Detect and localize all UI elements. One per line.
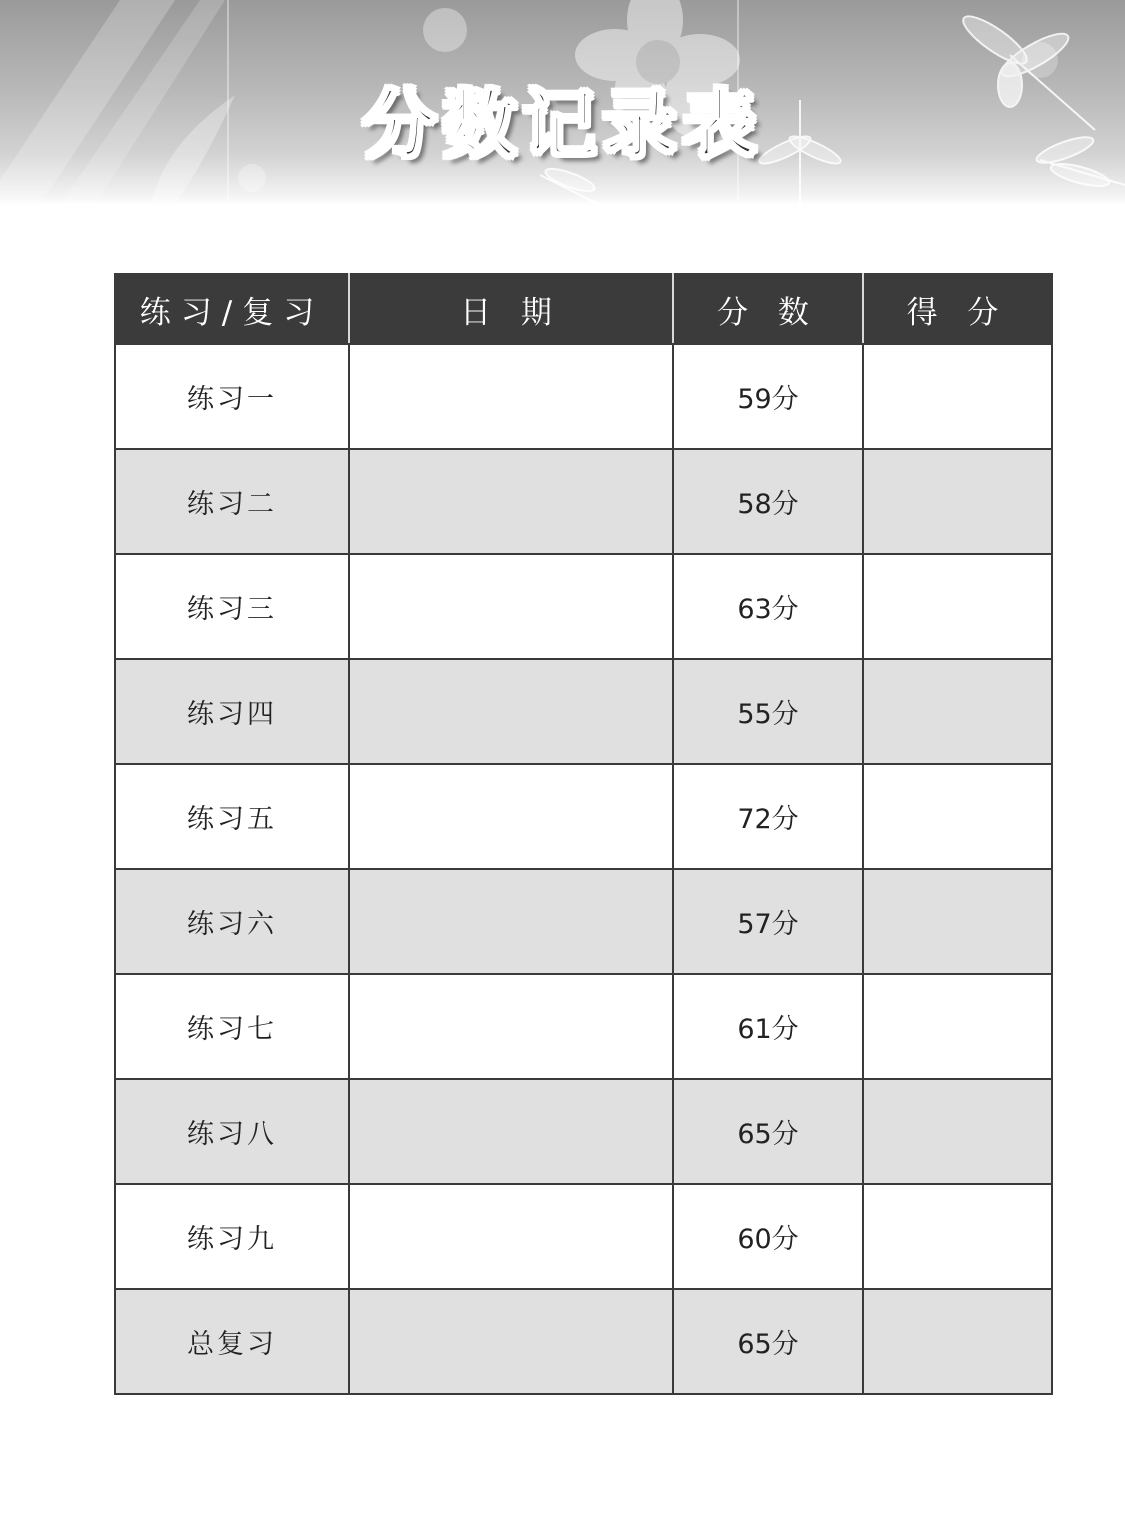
row-score-cell: 63分 (673, 554, 863, 659)
row-exercise-name: 练习七 (115, 974, 349, 1079)
table-row (115, 1184, 1052, 1289)
table-row (115, 554, 1052, 659)
table-row (115, 764, 1052, 869)
row-exercise-name: 练习五 (115, 764, 349, 869)
row-date-cell[interactable] (349, 449, 673, 554)
row-score-cell: 59分 (673, 344, 863, 449)
row-score-cell: 65分 (673, 1079, 863, 1184)
row-score-cell: 61分 (673, 974, 863, 1079)
row-date-cell[interactable] (349, 1079, 673, 1184)
column-header-exercise: 练习/复习 (115, 274, 349, 344)
row-exercise-name: 练习二 (115, 449, 349, 554)
table-row (115, 344, 1052, 449)
row-earned-cell[interactable] (863, 764, 1052, 869)
table-row (115, 659, 1052, 764)
row-exercise-name: 练习九 (115, 1184, 349, 1289)
row-score-cell: 58分 (673, 449, 863, 554)
row-date-cell[interactable] (349, 764, 673, 869)
row-exercise-name: 练习六 (115, 869, 349, 974)
row-date-cell[interactable] (349, 869, 673, 974)
row-exercise-name: 练习四 (115, 659, 349, 764)
table-row (115, 449, 1052, 554)
row-score-cell: 72分 (673, 764, 863, 869)
row-earned-cell[interactable] (863, 1184, 1052, 1289)
column-header-earned: 得 分 (863, 274, 1052, 344)
column-header-date: 日 期 (349, 274, 673, 344)
row-date-cell[interactable] (349, 974, 673, 1079)
row-exercise-name: 练习八 (115, 1079, 349, 1184)
row-date-cell[interactable] (349, 344, 673, 449)
row-exercise-name: 练习三 (115, 554, 349, 659)
table-row (115, 1079, 1052, 1184)
row-earned-cell[interactable] (863, 1079, 1052, 1184)
row-earned-cell[interactable] (863, 1289, 1052, 1394)
table-row (115, 1289, 1052, 1394)
row-score-cell: 57分 (673, 869, 863, 974)
row-score-cell: 65分 (673, 1289, 863, 1394)
table-row (115, 974, 1052, 1079)
header-banner (0, 0, 1125, 205)
row-date-cell[interactable] (349, 1184, 673, 1289)
row-exercise-name: 总复习 (115, 1289, 349, 1394)
table-header-row (115, 274, 1052, 344)
row-date-cell[interactable] (349, 554, 673, 659)
row-earned-cell[interactable] (863, 344, 1052, 449)
row-exercise-name: 练习一 (115, 344, 349, 449)
row-earned-cell[interactable] (863, 974, 1052, 1079)
row-earned-cell[interactable] (863, 659, 1052, 764)
row-date-cell[interactable] (349, 659, 673, 764)
row-score-cell: 55分 (673, 659, 863, 764)
table-row (115, 869, 1052, 974)
row-earned-cell[interactable] (863, 554, 1052, 659)
page-title: 分数记录表 (362, 82, 763, 168)
row-earned-cell[interactable] (863, 869, 1052, 974)
row-earned-cell[interactable] (863, 449, 1052, 554)
row-score-cell: 60分 (673, 1184, 863, 1289)
column-header-score: 分 数 (673, 274, 863, 344)
score-table (114, 273, 1053, 1395)
row-date-cell[interactable] (349, 1289, 673, 1394)
